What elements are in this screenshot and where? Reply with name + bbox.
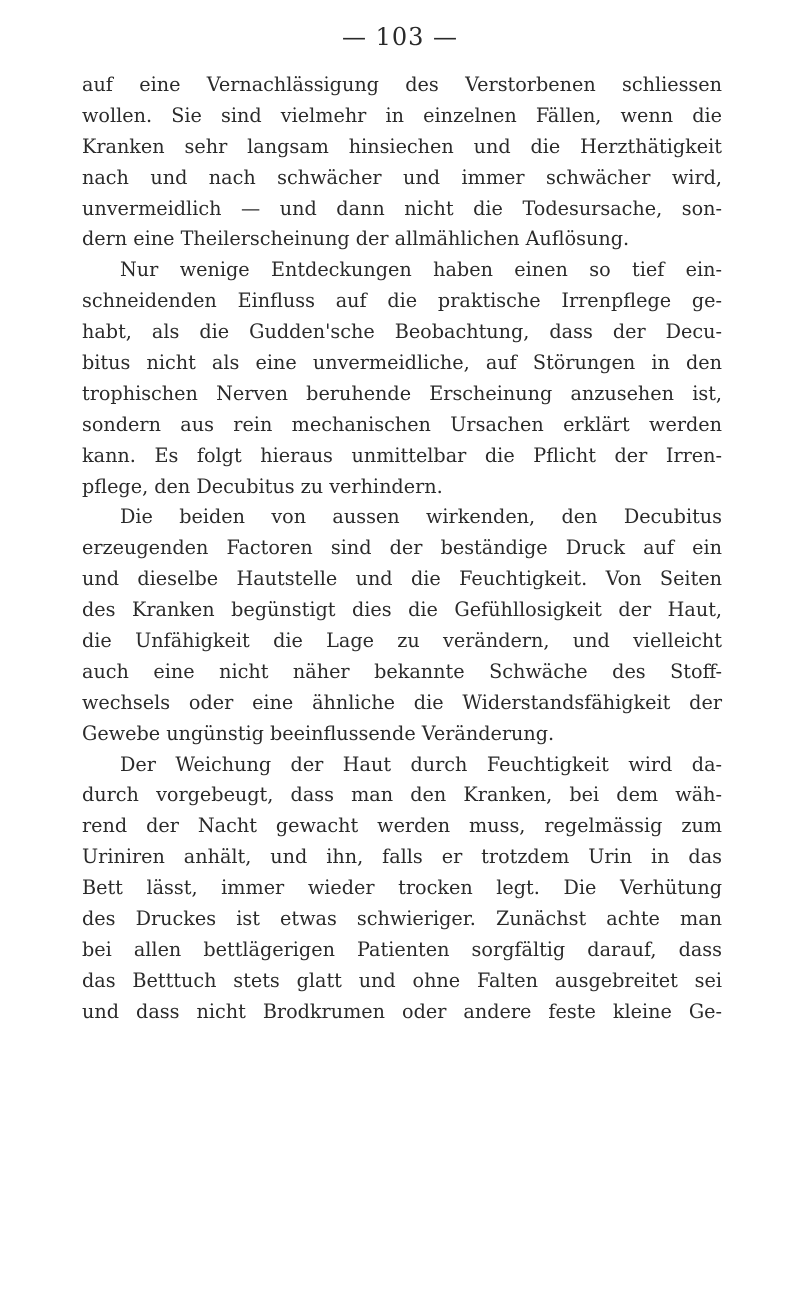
text-line: Bett lässt, immer wieder trocken legt. Die Verhütung [82,876,722,900]
text-line: das Betttuch stets glatt und ohne Falten ausgebreitet sei [82,968,722,992]
text-line: dern eine Theilerscheinung der allmählichen Auflösung. [82,227,630,251]
text-line: unvermeidlich — und dann nicht die Todesursache, son- [82,196,722,220]
text-line: und dieselbe Hautstelle und die Feuchtigkeit. Von Seiten [82,567,722,591]
text-line: Gewebe ungünstig beeinflussende Veränderung. [82,721,555,745]
text-line: wollen. Sie sind vielmehr in einzelnen Fällen, wenn die [82,103,722,127]
text-line: bitus nicht als eine unvermeidliche, auf Störungen in den [82,351,722,375]
page-number: — 103 — [341,23,459,51]
text-line: Nur wenige Entdeckungen haben einen so tief ein- [120,258,722,282]
text-line: trophischen Nerven beruhende Erscheinung anzusehen ist, [82,381,722,405]
text-line: und dass nicht Brodkrumen oder andere feste kleine Ge- [82,999,722,1023]
text-line: des Kranken begünstigt dies die Gefühllosigkeit der Haut, [82,598,722,622]
text-line: sondern aus rein mechanischen Ursachen erklärt werden [82,412,722,436]
text-line: des Druckes ist etwas schwieriger. Zunächst achte man [82,907,722,931]
text-line: erzeugenden Factoren sind der beständige Druck auf ein [82,536,722,560]
text-line: pflege, den Decubitus zu verhindern. [82,474,443,498]
text-line: auf eine Vernachlässigung des Verstorbenen schliessen [82,73,722,96]
text-line: Kranken sehr langsam hinsiechen und die Herzthätigkeit [82,134,722,158]
body-text [82,70,722,1028]
text-line: durch vorgebeugt, dass man den Kranken, bei dem wäh- [82,783,722,807]
text-line: habt, als die Gudden'sche Beobachtung, dass der Decu- [82,320,722,344]
text-line: Die beiden von aussen wirkenden, den Decubitus [120,505,722,529]
text-line: Der Weichung der Haut durch Feuchtigkeit wird da- [120,752,722,776]
text-line: Uriniren anhält, und ihn, falls er trotzdem Urin in das [82,845,722,869]
text-line: nach und nach schwächer und immer schwächer wird, [82,165,722,189]
text-line: auch eine nicht näher bekannte Schwäche des Stoff- [82,659,722,683]
text-line: kann. Es folgt hieraus unmittelbar die Pflicht der Irren- [82,443,722,467]
text-line: bei allen bettlägerigen Patienten sorgfältig darauf, dass [82,937,722,961]
text-line: rend der Nacht gewacht werden muss, regelmässig zum [82,814,722,838]
text-line: schneidenden Einfluss auf die praktische Irrenpflege ge- [82,289,722,313]
text-line: wechsels oder eine ähnliche die Widerstandsfähigkeit der [82,690,722,714]
text-line: die Unfähigkeit die Lage zu verändern, und vielleicht [82,629,722,653]
